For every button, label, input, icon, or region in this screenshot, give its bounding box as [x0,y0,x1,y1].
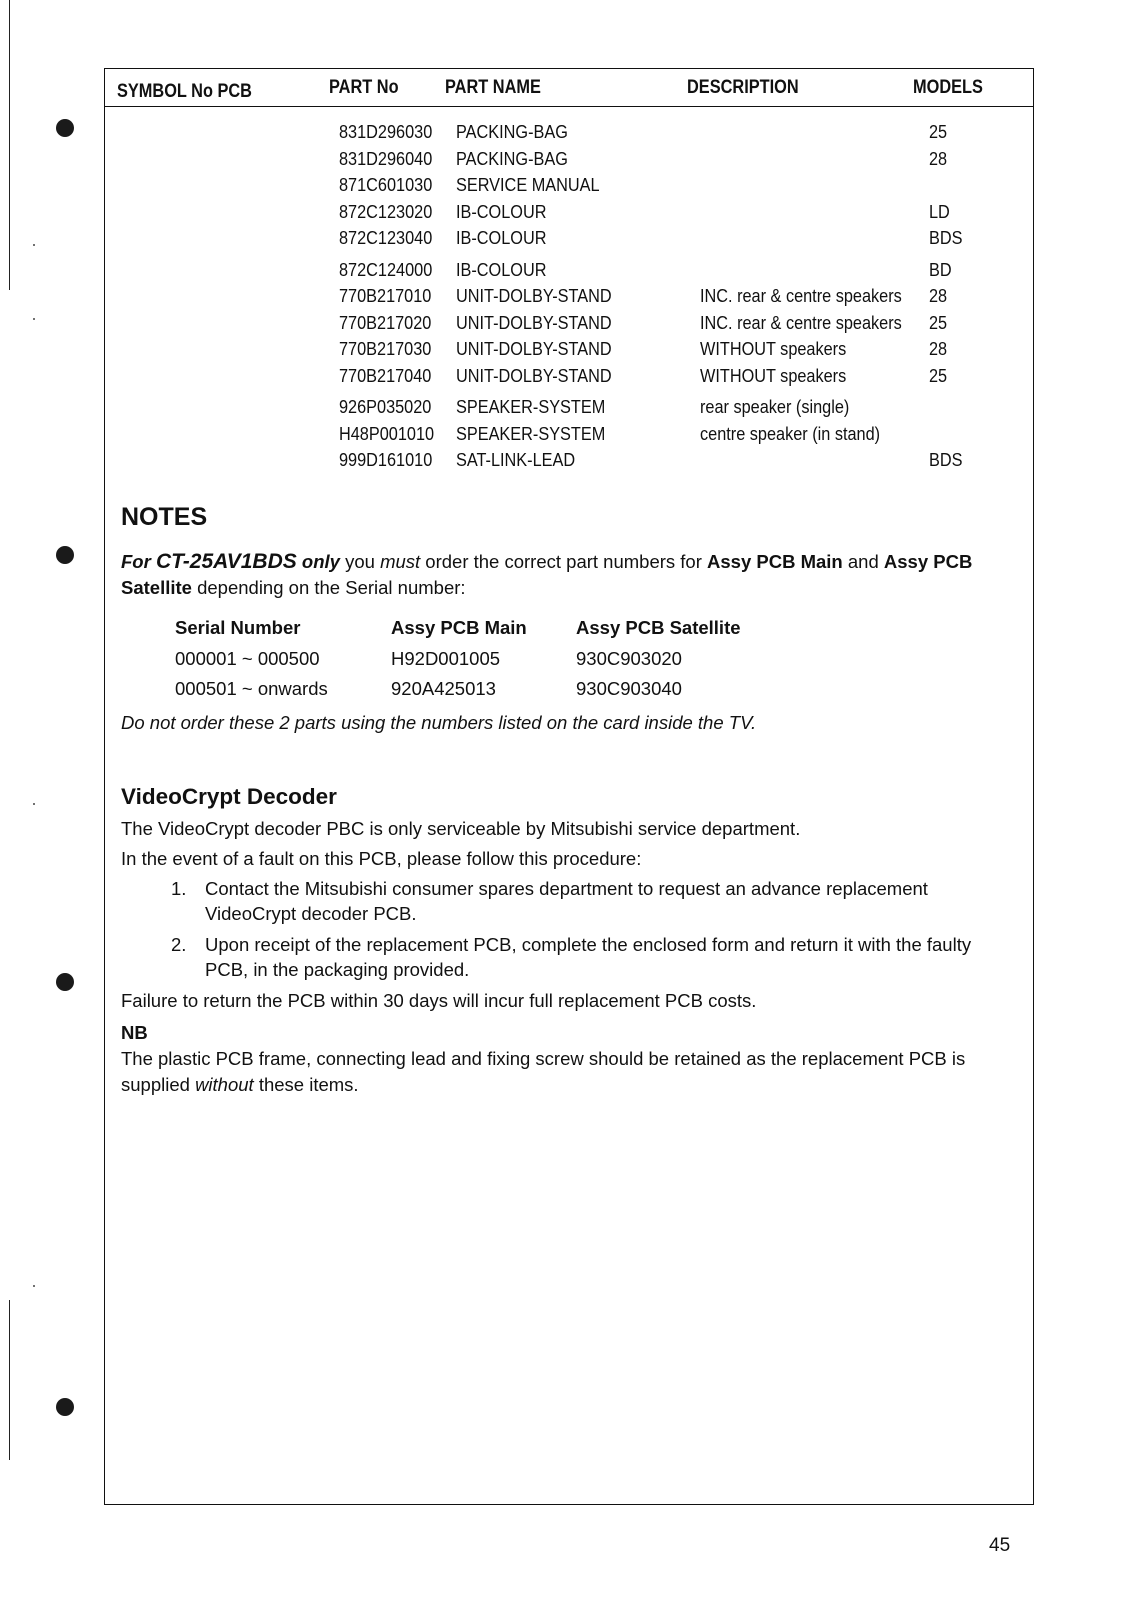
lead-assy-satellite: Assy PCB Satellite [121,551,973,598]
parts-group [105,259,1033,392]
lead-assy-main: Assy PCB Main [707,551,843,572]
nb-text-emphasis: without [195,1074,254,1095]
part-description: WITHOUT speakers [700,338,847,359]
part-description: centre speaker (in stand) [700,422,881,444]
header-assy-pcb-satellite: Assy PCB Satellite [576,617,741,638]
scan-speck [33,803,35,805]
assy-pcb-satellite: 930C903040 [576,678,682,699]
table-row [105,396,1033,423]
part-number: 770B217020 [339,311,432,333]
lead-must: must [380,551,421,572]
table-row [105,423,1033,450]
table-row [105,174,1033,201]
binder-hole-icon [56,119,74,137]
lead-order: order the correct part numbers for [420,551,708,572]
part-name: SERVICE MANUAL [456,174,600,195]
table-row [105,338,1033,365]
part-number: H48P001010 [339,422,435,444]
notes-heading: NOTES [121,503,208,531]
table-row [105,201,1033,228]
page-edge-line [9,1300,10,1460]
header-divider [105,106,1033,107]
part-name: SPEAKER-SYSTEM [456,396,606,417]
part-models: LD [929,200,950,222]
part-number: 831D296030 [339,121,433,142]
part-number: 872C123040 [339,227,433,248]
binder-hole-icon [56,973,74,991]
step-text: Contact the Mitsubishi consumer spares department to request an advance replacement VideoCrypt decoder PCB. [205,878,928,924]
serial-range: 000501 ~ onwards [175,678,328,699]
part-models: 28 [929,147,948,169]
return-policy-paragraph: Failure to return the PCB within 30 days will incur full replacement PCB costs. [121,990,757,1011]
header-part-no: PART No [329,77,399,98]
list-item [121,932,1009,982]
part-name: UNIT-DOLBY-STAND [456,338,612,359]
header-symbol-no-pcb: SYMBOL No PCB [117,81,252,102]
parts-table-body [105,121,1033,481]
part-name: SPEAKER-SYSTEM [456,422,606,444]
ordering-warning: Do not order these 2 parts using the numbers listed on the card inside the TV. [121,712,757,733]
part-number: 770B217030 [339,338,432,359]
part-number: 999D161010 [339,449,433,470]
part-number: 831D296040 [339,147,433,169]
nb-text-b: these items. [253,1074,359,1095]
videocrypt-heading: VideoCrypt Decoder [121,784,337,809]
lead-end: depending on the Serial number: [191,577,466,598]
part-description: rear speaker (single) [700,396,850,417]
notes-lead-paragraph [121,549,1021,601]
part-number: 872C124000 [339,258,433,280]
scan-speck [33,244,35,246]
part-number: 872C123020 [339,200,433,222]
part-models: BDS [929,449,963,470]
binder-hole-icon [56,546,74,564]
part-number: 871C601030 [339,174,433,195]
scan-speck [33,1285,35,1287]
part-name: IB-COLOUR [456,227,547,248]
scan-speck [33,318,35,320]
step-number: 1. [171,878,187,899]
serial-range: 000001 ~ 000500 [175,647,320,669]
model-number: CT-25AV1BDS [155,550,297,573]
parts-group [105,396,1033,476]
list-item [121,876,1009,926]
part-models: 25 [929,364,948,386]
part-models: BDS [929,227,963,248]
lead-for: For [121,551,156,572]
table-row [105,121,1033,148]
header-models: MODELS [913,77,983,98]
step-text: Upon receipt of the replacement PCB, complete the enclosed form and return it with the faulty PCB, in the packaging provided. [205,934,972,980]
lead-you: you [339,551,381,572]
nb-heading: NB [121,1022,148,1043]
part-models: 25 [929,311,948,333]
page-edge-line [9,0,10,290]
part-models: 28 [929,338,948,359]
part-name: IB-COLOUR [456,200,547,222]
part-description: WITHOUT speakers [700,364,847,386]
part-description: INC. rear & centre speakers [700,311,902,333]
part-number: 770B217040 [339,364,432,386]
header-description: DESCRIPTION [687,77,799,98]
nb-paragraph [121,1046,1001,1098]
part-name: UNIT-DOLBY-STAND [456,364,612,386]
part-number: 770B217010 [339,285,432,306]
header-part-name: PART NAME [445,77,541,98]
header-assy-pcb-main: Assy PCB Main [391,617,527,638]
assy-pcb-main: 920A425013 [391,678,496,699]
part-name: UNIT-DOLBY-STAND [456,311,612,333]
videocrypt-paragraph: The VideoCrypt decoder PBC is only serviceable by Mitsubishi service department. [121,818,801,839]
part-number: 926P035020 [339,396,432,417]
procedure-list [121,876,1009,988]
header-serial-number: Serial Number [175,617,301,638]
part-models: 25 [929,121,948,142]
page-number: 45 [989,1535,1011,1556]
part-name: IB-COLOUR [456,258,547,280]
part-name: SAT-LINK-LEAD [456,449,576,470]
assy-pcb-satellite: 930C903020 [576,647,682,669]
table-row [105,365,1033,392]
assy-pcb-main: H92D001005 [391,647,501,669]
part-description: INC. rear & centre speakers [700,285,902,306]
table-row [105,285,1033,312]
lead-only: only [296,551,340,572]
table-row [105,259,1033,286]
part-name: PACKING-BAG [456,147,568,169]
part-name: PACKING-BAG [456,121,568,142]
videocrypt-paragraph: In the event of a fault on this PCB, please follow this procedure: [121,848,642,869]
part-models: 28 [929,285,948,306]
parts-group [105,121,1033,254]
lead-and: and [842,551,884,572]
nb-text-a: The plastic PCB frame, connecting lead and fixing screw should be retained as the replacement PCB is supplied [121,1048,966,1095]
part-models: BD [929,258,952,280]
step-number: 2. [171,934,187,955]
binder-hole-icon [56,1398,74,1416]
table-row [105,312,1033,339]
part-name: UNIT-DOLBY-STAND [456,285,612,306]
table-row [105,449,1033,476]
table-row [105,227,1033,254]
table-row [105,148,1033,175]
